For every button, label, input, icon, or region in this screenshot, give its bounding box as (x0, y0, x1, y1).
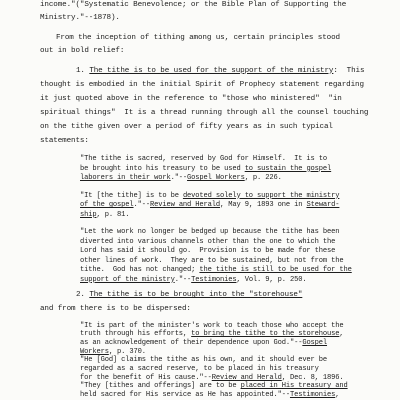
quote-3-line-6 (80, 277, 306, 284)
quote-2-dash: ."-- (133, 201, 150, 210)
quote-1-text: be brought into his treasury to be used (80, 164, 245, 173)
point-1-heading: The tithe is to be used for the support of the ministry (89, 66, 334, 75)
quote-4-source: Gospel (302, 339, 328, 347)
quote-4-line-4 (80, 349, 146, 356)
quote-2-underlined: devoted solely to support the ministry (182, 191, 340, 200)
quote-6-source: Testimonies (289, 391, 336, 399)
quote-5-text: for the benefit of His cause."-- (80, 373, 212, 382)
quote-5-line-1: "He [God] claims the tithe as his own, and it should ever be (80, 356, 328, 365)
point-2-number: 2. (76, 291, 85, 300)
intro-line-1: income."("Systematic Benevolence; or the Bible Plan of Supporting the (40, 0, 347, 9)
quote-6-text-cont: held sacred for His service as He has appointed."-- (80, 391, 290, 399)
quote-6-comma: , (335, 391, 340, 399)
quote-1-underlined: to sustain the gospel (244, 164, 332, 173)
quote-1-underlined-cont: laborers in their work (80, 174, 171, 183)
quote-4-line-2 (80, 331, 344, 338)
quote-5-line-3 (80, 375, 344, 382)
quote-2-source-2: Steward- (306, 201, 340, 210)
quote-3-line-4: other lines of work. They are to be sustained, but not from the (80, 256, 344, 265)
quote-3-dash: ."-- (174, 275, 192, 284)
quote-2-underlined-cont: of the gospel (80, 201, 134, 210)
quote-4-citation: , p. 370. (108, 347, 146, 356)
quote-3-source: Testimonies (191, 275, 237, 284)
quote-5-citation: , Dec. 8, 1896. (281, 373, 344, 382)
quote-2-page: , p. 81. (96, 210, 130, 219)
quote-3-citation: , Vol. 9, p. 250. (236, 275, 307, 284)
paragraph-line-2: out in bold relief: (40, 46, 125, 55)
quote-4-line-3 (80, 340, 327, 347)
quote-2-line-2 (80, 202, 339, 209)
point-1-heading-after: : This (333, 66, 365, 75)
quote-2-line-1 (80, 193, 339, 200)
point-1-number: 1. (76, 66, 85, 75)
quote-3-underlined: the tithe is still to be used for the (199, 266, 352, 275)
point-1-line-6: statements: (40, 136, 89, 145)
intro-line-2: Ministry."--1878). (40, 13, 120, 22)
quote-3-underlined-cont: support of the ministry (80, 275, 175, 284)
quote-3-line-1: "Let the work no longer be bedged up because the tithe has been (80, 228, 340, 236)
quote-1-line-2 (80, 166, 331, 173)
point-2-heading: The tithe is to be brought into the "storehouse" (89, 291, 303, 300)
quote-1-line-3 (80, 175, 282, 182)
quote-4-underlined: to bring the tithe to the storehouse (191, 330, 340, 339)
quote-3-line-2: diverted into various channels other than the one to which the (80, 237, 336, 246)
point-1-line-2: thought is embodied in the initial Spirit of Prophecy statement regarding (40, 81, 364, 90)
point-1-line (76, 68, 364, 76)
quote-4-text-cont: as an acknowledgement of their dependence upon God."-- (80, 339, 303, 347)
quote-3-line-5 (80, 267, 352, 274)
paragraph-line-1: From the inception of tithing among us, certain principles stood (56, 33, 340, 42)
point-1-line-4: spiritual things" It is a thread running through all the counsel touching (40, 109, 369, 118)
quote-2-text: "It [the tithe] is to be (80, 191, 183, 200)
dispersed-line: and from there is to be dispersed: (40, 305, 191, 314)
quote-4-comma: , (339, 330, 344, 339)
point-1-line-5: on the tithe given over a period of fifty years as in such typical (40, 123, 333, 131)
quote-1-line-1: "The tithe is sacred, reserved by God for Himself. It is to (80, 155, 328, 164)
quote-4-source-cont: Workers (80, 347, 109, 356)
quote-3-line-3: Lord has said it should go. Provision is to be made for these (80, 247, 336, 255)
quote-3-text: tithe. God has not changed; (80, 266, 200, 275)
quote-2-source: Review and Herald (150, 201, 220, 210)
quote-1-citation: , p. 226. (244, 174, 282, 183)
quote-6-line-2 (80, 392, 339, 399)
quote-6-text: "They [tithes and offerings] are to be (80, 382, 241, 391)
quote-1-dash: ."-- (170, 174, 188, 183)
quote-6-line-1 (80, 383, 348, 390)
quote-5-line-2: regarded as a sacred reserve, to be placed in his treasury (80, 365, 319, 373)
quote-2-line-3 (80, 212, 129, 219)
point-1-line-3: it just quoted above in the reference to "those who ministered" "in (40, 95, 342, 104)
quote-6-underlined: placed in His treasury and (240, 382, 348, 391)
point-2-line (76, 292, 302, 300)
quote-2-source-2-cont: ship (80, 210, 97, 219)
quote-2-citation: , May 9, 1893 one in (220, 201, 307, 210)
quote-4-line-1: "It is part of the minister's work to teach those who accept the (80, 321, 344, 330)
quote-5-source: Review and Herald (211, 373, 282, 382)
quote-4-text: truth through his efforts, (80, 330, 192, 339)
quote-1-source: Gospel Workers (187, 174, 245, 183)
